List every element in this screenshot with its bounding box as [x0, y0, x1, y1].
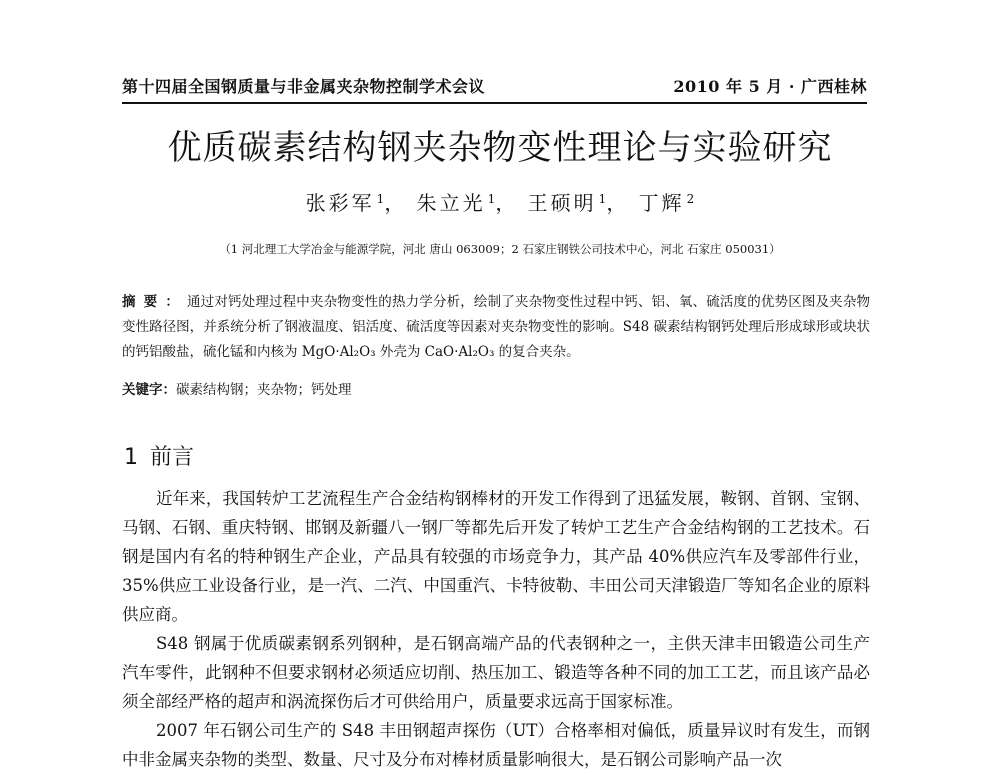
author-name: 王硕明 — [527, 191, 597, 215]
author-affiliation-mark: 1 — [487, 192, 496, 206]
author-separator: ， — [495, 191, 519, 215]
keywords-label: 关键字： — [122, 382, 176, 398]
abstract-label: 摘要： — [122, 294, 187, 310]
author-list — [0, 188, 1000, 218]
running-header — [122, 74, 867, 104]
conference-name: 第十四届全国钢质量与非金属夹杂物控制学术会议 — [122, 77, 486, 96]
body-paragraph: 近年来，我国转炉工艺流程生产合金结构钢棒材的开发工作得到了迅猛发展，鞍钢、首钢、宝钢、马钢、石钢、重庆特钢、邯钢及新疆八一钢厂等都先后开发了转炉工艺生产合金结构钢的工艺技术。石钢是国内有名的特种钢生产企业，产品具有较强的市场竞争力，其产品 40%供应汽车及零部件行业，35%供应工业设备行业，是一汽、二汽、中国重汽、卡特彼勒、丰田公司天津锻造厂等知名企业的原料供应商。 — [122, 489, 870, 624]
keywords — [122, 378, 352, 403]
body-paragraph: 2007 年石钢公司生产的 S48 丰田钢超声探伤（UT）合格率相对偏低，质量异议时有发生，而钢中非金属夹杂物的类型、数量、尺寸及分布对棒材质量影响很大，是石钢公司影响产品一次 — [122, 721, 870, 769]
author-separator: ， — [384, 191, 408, 215]
author-affiliation-mark: 1 — [376, 192, 385, 206]
paper-title: 优质碳素结构钢夹杂物变性理论与实验研究 — [167, 128, 833, 168]
author-name: 张彩军 — [305, 191, 375, 215]
author-affiliation-mark: 1 — [598, 192, 607, 206]
section-title: 前言 — [150, 445, 195, 470]
affiliation-line: （1 河北理工大学冶金与能源学院，河北 唐山 063009；2 石家庄钢铁公司技术中心，河北 石家庄 050031） — [219, 242, 781, 256]
keywords-text: 碳素结构钢；夹杂物；钙处理 — [176, 382, 352, 398]
abstract-text: 通过对钙处理过程中夹杂物变性的热力学分析，绘制了夹杂物变性过程中钙、铝、氧、硫活度的优势区图及夹杂物变性路径图，并系统分析了钢液温度、铝活度、硫活度等因素对夹杂物变性的影响。S48 碳素结构钢钙处理后形成球形或块状的钙铝酸盐，硫化锰和内核为 MgO·Al₂O₃ 外壳为 CaO·Al₂O₃ 的复合夹杂。 — [122, 294, 871, 360]
body-text — [122, 484, 870, 774]
author-name: 丁辉 — [638, 191, 685, 215]
section-number: 1 — [124, 445, 138, 470]
body-paragraph: S48 钢属于优质碳素钢系列钢种，是石钢高端产品的代表钢种之一，主供天津丰田锻造公司生产汽车零件，此钢种不但要求钢材必须适应切削、热压加工、锻造等各种不同的加工工艺，而且该产品必须全部经严格的超声和涡流探伤后才可供给用户，质量要求远高于国家标准。 — [122, 634, 870, 711]
abstract — [122, 290, 870, 365]
author-separator: ， — [606, 191, 630, 215]
author-name: 朱立光 — [416, 191, 486, 215]
section-heading — [124, 442, 194, 474]
author-affiliation-mark: 2 — [686, 192, 695, 206]
conference-date-place: 2010 年 5 月 · 广西桂林 — [673, 77, 867, 96]
